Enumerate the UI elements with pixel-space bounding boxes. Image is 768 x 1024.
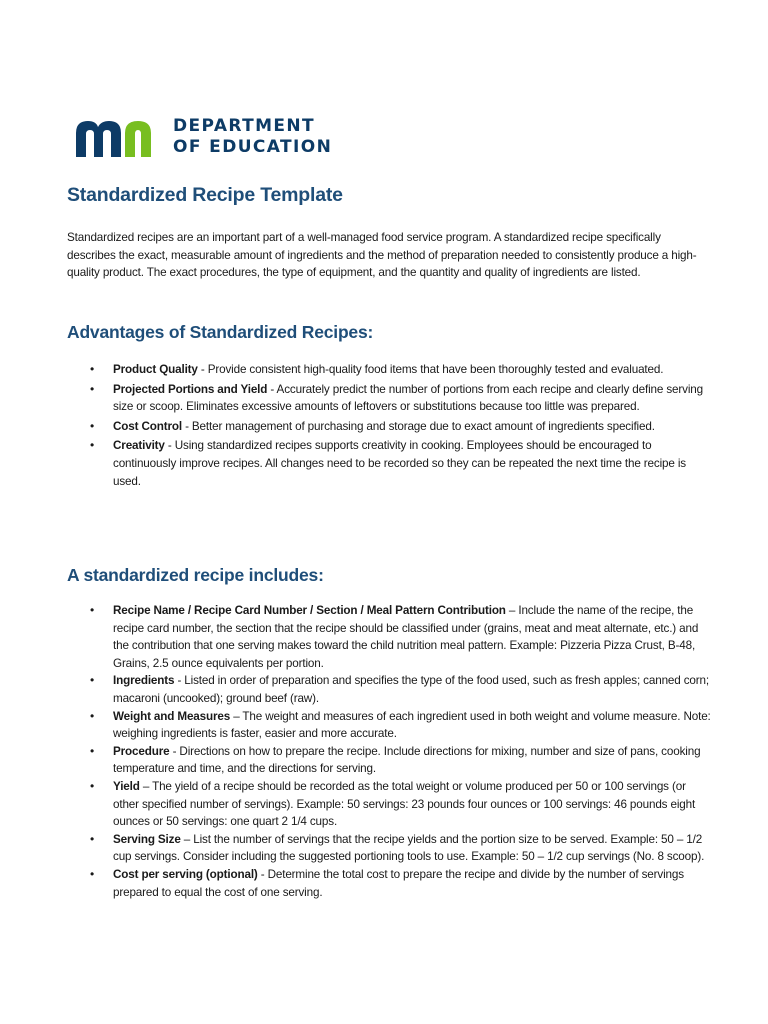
page-title: Standardized Recipe Template xyxy=(67,184,343,206)
bullet-icon: • xyxy=(90,381,95,396)
item-term: Yield xyxy=(113,779,140,793)
bullet-icon: • xyxy=(90,708,95,723)
advantages-list xyxy=(67,361,712,490)
logo-line-2: OF EDUCATION xyxy=(173,137,333,157)
bullet-icon: • xyxy=(90,418,95,433)
list-item xyxy=(67,672,712,707)
item-text: - Using standardized recipes supports creativity in cooking. Employees should be encouraged to continuously improve recipes. All changes need to be recorded so they can be repeated the next time the recipe is used. xyxy=(113,439,686,488)
item-term: Weight and Measures xyxy=(113,709,231,723)
item-text: - Directions on how to prepare the recipe. Include directions for mixing, number and size of pans, cooking temperature and time, and the directions for serving. xyxy=(113,744,701,776)
list-item xyxy=(67,437,712,490)
item-term: Procedure xyxy=(113,744,170,758)
item-text: – The yield of a recipe should be recorded as the total weight or volume produced per 50 or 100 servings (or other specified number of servings). Example: 50 servings: 23 pounds four ounces or 100 servings: 46 pounds eight ounces or 50 servings: one quart 2 1/4 cups. xyxy=(113,779,696,829)
item-term: Projected Portions and Yield xyxy=(113,382,268,396)
mn-logo-mark xyxy=(74,117,160,159)
item-text: – The weight and measures of each ingredient used in both weight and volume measure. Note: weighing ingredients is faster, easier and more accurate. xyxy=(113,709,711,741)
bullet-icon: • xyxy=(90,778,95,793)
list-item xyxy=(67,418,712,436)
list-item xyxy=(67,778,712,831)
intro-paragraph: Standardized recipes are an important part of a well-managed food service program. A standardized recipe specifically describes the exact, measurable amount of ingredients and the method of preparation needed to consistently produce a high-quality product. The exact procedures, the type of equipment, and the quantity and quality of ingredients are listed. xyxy=(67,231,697,280)
item-term: Creativity xyxy=(113,439,165,453)
bullet-icon: • xyxy=(90,866,95,881)
bullet-icon: • xyxy=(90,362,95,376)
list-item xyxy=(67,866,712,901)
item-text: - Better management of purchasing and storage due to exact amount of ingredients specified. xyxy=(181,419,655,433)
bullet-icon: • xyxy=(90,438,95,453)
item-text: - Determine the total cost to prepare the recipe and divide by the number of servings prepared to equal the cost of one serving. xyxy=(113,867,684,899)
item-term: Cost per serving (optional) xyxy=(113,867,258,881)
item-term: Serving Size xyxy=(113,832,181,846)
item-text: – List the number of servings that the recipe yields and the portion size to be served. Example: 50 – 1/2 cup servings. Consider including the suggested portioning tools to use. Example: 50 – 1/2 cup servings (No. 8 scoop). xyxy=(113,832,705,864)
item-text: - Listed in order of preparation and specifies the type of the food used, such as fresh apples; canned corn; macaroni (uncooked); ground beef (raw). xyxy=(113,674,709,705)
bullet-icon: • xyxy=(90,831,95,846)
list-item xyxy=(67,381,712,416)
logo-line-1: DEPARTMENT xyxy=(173,116,316,136)
logo-wordmark xyxy=(173,116,332,158)
mde-logo xyxy=(74,113,364,165)
includes-heading: A standardized recipe includes: xyxy=(67,565,324,585)
includes-list xyxy=(67,602,712,901)
list-item xyxy=(67,743,712,778)
list-item xyxy=(67,602,712,672)
item-term: Recipe Name / Recipe Card Number / Section / Meal Pattern Contribution xyxy=(113,604,506,617)
item-text: - Accurately predict the number of portions from each recipe and clearly define serving size or scoop. Eliminates excessive amounts of leftovers or substitutions because too little was prepared. xyxy=(113,382,703,414)
bullet-icon: • xyxy=(90,603,95,617)
list-item xyxy=(67,831,712,866)
item-text: – Include the name of the recipe, the recipe card number, the section that the recipe should be classified under (grains, meat and meat alternate, etc.) and the contribution that one serving makes toward the child nutrition meal pattern. Example: Pizzeria Pizza Crust, B-48, Grains, 2.5 ounce equivalents per portion. xyxy=(113,604,699,670)
item-term: Product Quality xyxy=(113,363,198,376)
item-term: Ingredients xyxy=(113,674,175,688)
item-text: - Provide consistent high-quality food items that have been thoroughly tested and evaluated. xyxy=(197,363,664,376)
list-item xyxy=(67,708,712,743)
bullet-icon: • xyxy=(90,743,95,758)
advantages-heading: Advantages of Standardized Recipes: xyxy=(67,322,374,342)
list-item xyxy=(67,361,712,379)
item-term: Cost Control xyxy=(113,419,182,433)
bullet-icon: • xyxy=(90,673,95,688)
